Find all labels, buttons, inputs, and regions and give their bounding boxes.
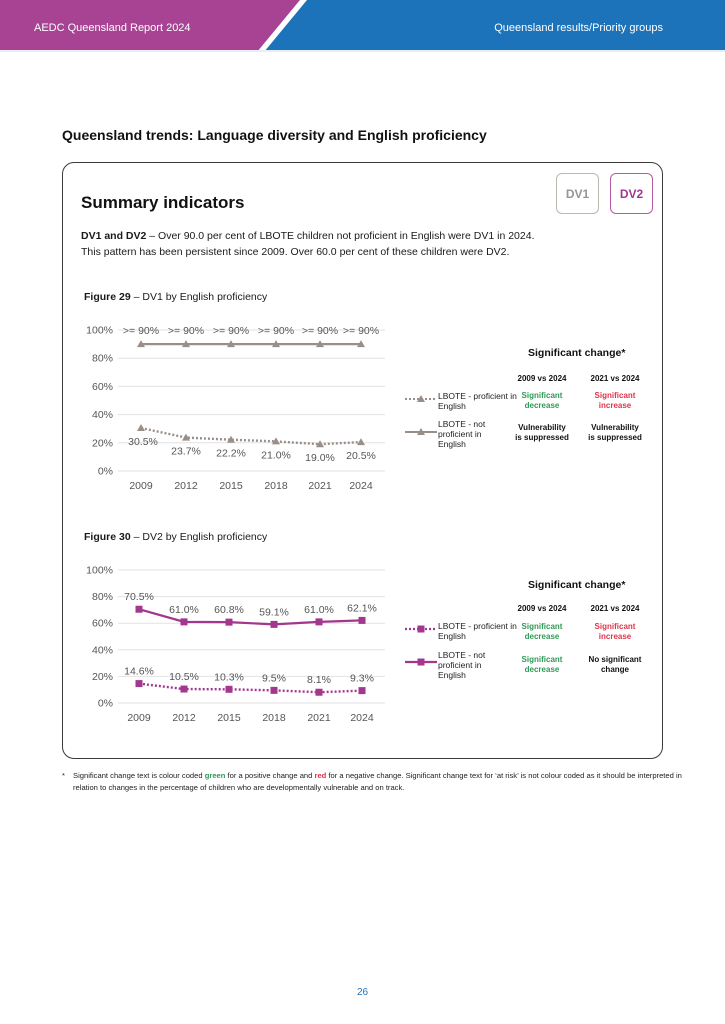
fig30-legend-proficient: LBOTE - proficient in English (438, 621, 517, 641)
data-label: >= 90% (167, 325, 205, 337)
y-tick-label: 40% (91, 644, 113, 657)
footnote-red-word: red (314, 771, 327, 780)
report-title: AEDC Queensland Report 2024 (34, 22, 191, 34)
y-tick-label: 80% (91, 352, 113, 365)
x-tick-label: 2024 (350, 712, 374, 724)
footnote-green-word: green (204, 771, 226, 780)
data-label: 22.2% (216, 447, 246, 460)
fig29-sig-title: Significant change* (528, 347, 626, 359)
y-tick-label: 100% (86, 324, 113, 337)
fig30-sig-title: Significant change* (528, 579, 626, 591)
fig29-legend-not-proficient: LBOTE - not proficient in English (438, 419, 486, 449)
data-label: 61.0% (169, 603, 199, 616)
y-tick-label: 0% (97, 697, 113, 710)
data-label: >= 90% (212, 325, 250, 337)
y-tick-label: 60% (91, 617, 113, 630)
x-tick-label: 2009 (127, 712, 151, 724)
fig29-cell-r1c1: Significant decrease (521, 391, 563, 410)
footnote-marker: * (62, 771, 65, 780)
fig29-col-2021-2024: 2021 vs 2024 (590, 374, 640, 383)
fig29-cell-r2c2: Vulnerability is suppressed (588, 423, 642, 442)
y-tick-label: 20% (91, 437, 113, 450)
fig29-cell-r1c2: Significant increase (594, 391, 636, 410)
y-tick-label: 80% (91, 591, 113, 604)
section-breadcrumb: Queensland results/Priority groups (494, 22, 663, 34)
fig30-col-2009-2024: 2009 vs 2024 (517, 604, 567, 613)
summary-sentence-1: – Over 90.0 per cent of LBOTE children not proficient in English were DV1 in 2024. (146, 230, 535, 242)
data-label: 19.0% (305, 452, 335, 465)
data-label: 60.8% (214, 604, 244, 617)
figure-29-title: – DV1 by English proficiency (130, 291, 268, 303)
x-tick-label: 2012 (174, 480, 198, 492)
data-label: 62.1% (347, 602, 377, 615)
fig29-col-2009-2024: 2009 vs 2024 (517, 374, 567, 383)
data-label: 9.5% (262, 672, 286, 685)
fig30-col-2021-2024: 2021 vs 2024 (590, 604, 640, 613)
x-tick-label: 2009 (129, 480, 153, 492)
fig30-legend-not-proficient: LBOTE - not proficient in English (438, 650, 486, 680)
data-label: 14.6% (124, 665, 154, 678)
fig30-cell-r1c2: Significant increase (594, 622, 636, 641)
data-label: 20.5% (346, 450, 376, 463)
page-header (0, 0, 725, 52)
data-label: 10.3% (214, 671, 244, 684)
data-label: 10.5% (169, 671, 199, 684)
y-tick-label: 0% (97, 465, 113, 478)
card-title: Summary indicators (81, 193, 245, 212)
fig30-cell-r2c2: No significant change (588, 655, 642, 674)
x-tick-label: 2024 (349, 480, 373, 492)
data-label: 9.3% (350, 672, 374, 685)
fig29-legend-icons (403, 395, 439, 445)
page-title: Queensland trends: Language diversity and English proficiency (62, 127, 487, 143)
fig29-legend-proficient: LBOTE - proficient in English (438, 391, 517, 411)
y-tick-label: 40% (91, 409, 113, 422)
data-label: 8.1% (307, 674, 331, 687)
footnote (62, 770, 682, 794)
x-tick-label: 2021 (308, 480, 332, 492)
summary-sentence-2: This pattern has been persistent since 2009. Over 60.0 per cent of these children were DV2. (81, 246, 510, 258)
fig30-cell-r2c1: Significant decrease (521, 655, 563, 674)
x-tick-label: 2015 (219, 480, 243, 492)
x-tick-label: 2015 (217, 712, 241, 724)
y-tick-label: 20% (91, 670, 113, 683)
data-label: 59.1% (259, 606, 289, 619)
summary-lead: DV1 and DV2 (81, 230, 147, 242)
x-tick-label: 2012 (172, 712, 196, 724)
dv1-badge: DV1 (556, 173, 599, 214)
data-label: >= 90% (342, 325, 380, 337)
figure-30-title: – DV2 by English proficiency (130, 531, 268, 543)
data-label: 30.5% (128, 435, 158, 448)
page-number: 26 (356, 987, 369, 998)
figure-30-caption (84, 531, 267, 543)
square-marker-icon (418, 659, 425, 666)
data-label: 61.0% (304, 603, 334, 616)
x-tick-label: 2018 (262, 712, 286, 724)
dv2-badge: DV2 (610, 173, 653, 214)
fig30-cell-r1c1: Significant decrease (521, 622, 563, 641)
data-label: 70.5% (124, 591, 154, 604)
x-tick-label: 2021 (307, 712, 331, 724)
y-tick-label: 60% (91, 380, 113, 393)
fig29-cell-r2c1: Vulnerability is suppressed (515, 423, 569, 442)
summary-text (81, 228, 641, 260)
figure-29-caption (84, 291, 267, 303)
data-label: >= 90% (257, 325, 295, 337)
fig30-legend-icons (403, 624, 439, 674)
data-label: 21.0% (261, 449, 291, 462)
figure-29-number: Figure 29 (84, 291, 131, 303)
data-label: 23.7% (171, 445, 201, 458)
y-tick-label: 100% (86, 564, 113, 577)
x-tick-label: 2018 (264, 480, 288, 492)
square-marker-icon (418, 626, 425, 633)
figure-30-number: Figure 30 (84, 531, 131, 543)
data-label: >= 90% (301, 325, 339, 337)
footnote-text: Significant change text is colour coded green for a positive change and red for a negative change. Significant change text for ‘at risk’ is not colour coded as it should be interpreted in relation to changes in the percentage of children who are developmentally vulnerable and on track. (73, 771, 682, 792)
data-label: >= 90% (122, 325, 160, 337)
